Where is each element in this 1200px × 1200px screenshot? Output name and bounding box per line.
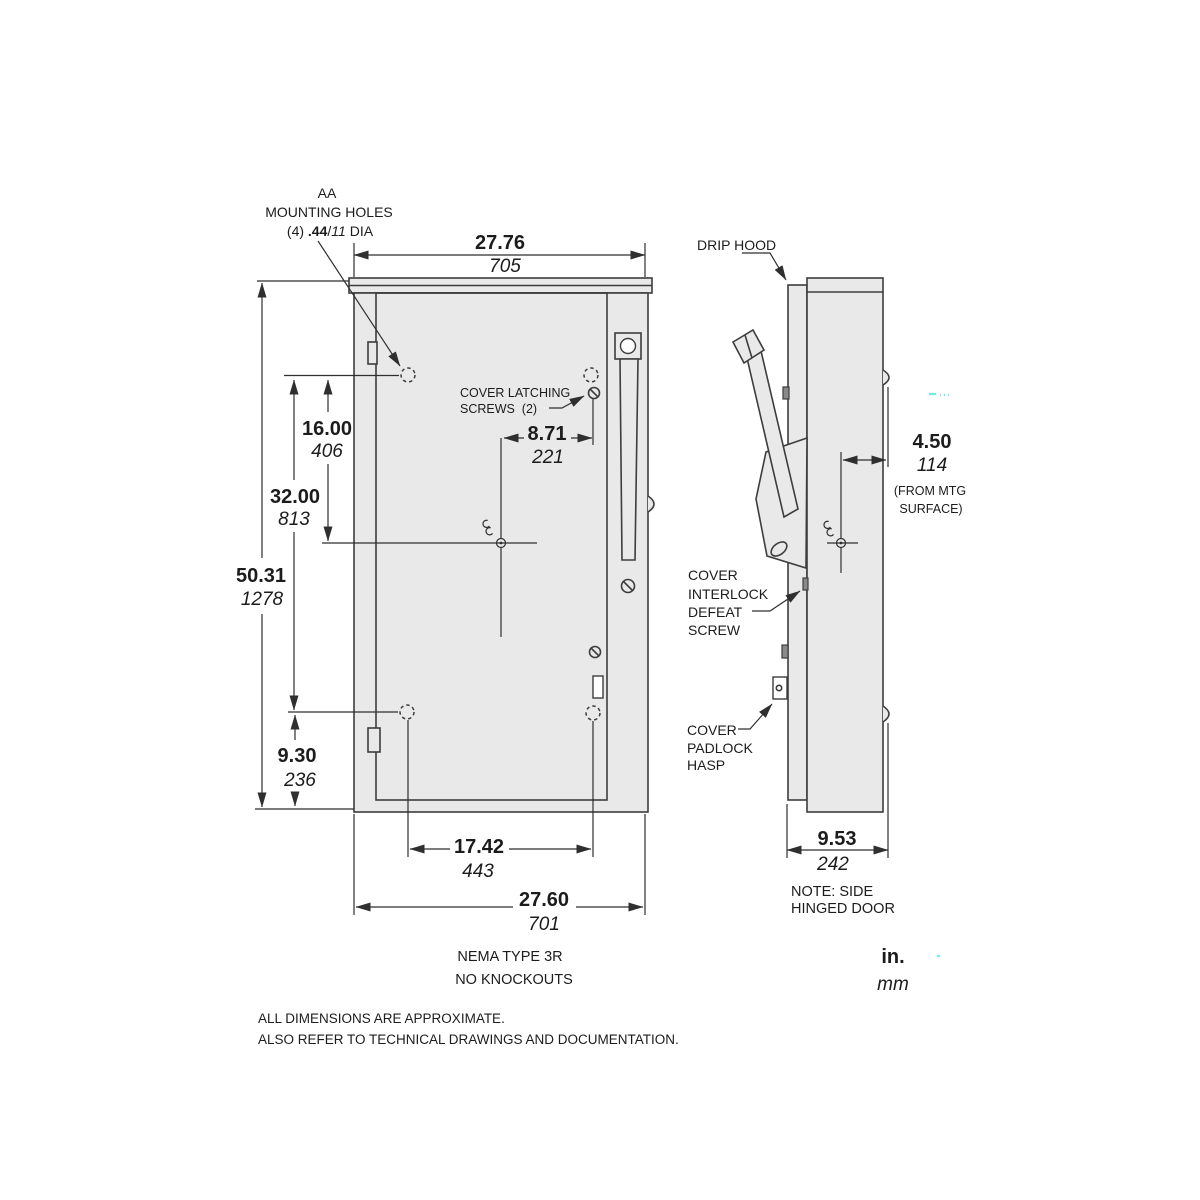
side-hinge-bump-top xyxy=(883,370,889,385)
interlock-label-line4: SCREW xyxy=(688,622,741,638)
padlock-leader xyxy=(738,704,772,729)
type-note-line2: NO KNOCKOUTS xyxy=(455,972,573,988)
dim-width-bottom-in: 27.60 xyxy=(518,889,570,911)
drip-hood-callout xyxy=(697,237,786,280)
footnote-line1: ALL DIMENSIONS ARE APPROXIMATE. xyxy=(258,1011,505,1026)
padlock-label-line1: COVER xyxy=(687,722,737,738)
door-note-line2: HINGED DOOR xyxy=(791,901,895,917)
mounting-holes-label-line3: (4) .44/11 DIA xyxy=(286,223,374,239)
dim-hole-to-bottom-mm: 236 xyxy=(284,770,316,791)
dim-handle-offset-in: 4.50 xyxy=(912,431,952,453)
front-edge-bump xyxy=(648,496,654,512)
dim-handle-offset-note1: (FROM MTG xyxy=(893,484,967,498)
dim-width-top xyxy=(354,232,645,277)
footnotes xyxy=(258,1011,679,1047)
dim-overall-depth-in: 9.53 xyxy=(817,828,857,850)
side-latch-tab-bottom xyxy=(782,645,788,658)
dim-hole-span-horizontal xyxy=(410,836,591,882)
interlock-callout xyxy=(688,567,800,638)
type-note-line1: NEMA TYPE 3R xyxy=(457,949,563,965)
dim-overall-height-in: 50.31 xyxy=(235,565,287,587)
interlock-label-line3: DEFEAT xyxy=(688,604,743,620)
dim-hole-span-vertical-in: 32.00 xyxy=(269,486,321,508)
units-legend xyxy=(877,946,909,995)
dim-center-to-latch-in: 8.71 xyxy=(527,423,567,445)
mounting-holes-label-line1: AA xyxy=(317,185,337,201)
dim-handle-offset-mm: 114 xyxy=(916,455,948,476)
padlock-callout xyxy=(687,704,772,773)
side-view xyxy=(687,237,966,917)
dim-width-bottom-mm: 701 xyxy=(528,914,560,935)
dim-hole-span-horizontal-in: 17.42 xyxy=(453,836,505,858)
dim-width-top-in: 27.76 xyxy=(474,232,526,254)
handle-bar xyxy=(620,359,638,560)
drip-hood-leader xyxy=(742,253,786,280)
side-hinge-bump-bottom xyxy=(883,706,889,722)
dim-overall-depth xyxy=(787,828,888,875)
front-type-note xyxy=(455,949,573,988)
dim-center-to-latch-mm: 221 xyxy=(532,447,564,468)
units-inches: in. xyxy=(881,946,905,968)
front-hinge-tab-top xyxy=(368,342,377,364)
footnote-line2: ALSO REFER TO TECHNICAL DRAWINGS AND DOCUMENTATION. xyxy=(258,1032,679,1047)
dim-overall-height-mm: 1278 xyxy=(240,589,284,610)
interlock-defeat-screw xyxy=(803,578,808,590)
dim-overall-depth-mm: 242 xyxy=(817,854,849,875)
dim-width-top-mm: 705 xyxy=(489,256,521,277)
scan-artifacts xyxy=(929,394,949,956)
door-note-line1: NOTE: SIDE xyxy=(791,884,874,900)
interlock-label-line1: COVER xyxy=(688,567,738,583)
drip-hood-label: DRIP HOOD xyxy=(697,237,777,253)
dim-hole-to-center-in: 16.00 xyxy=(301,418,353,440)
padlock-label-line3: HASP xyxy=(687,757,726,773)
dim-hole-to-bottom-in: 9.30 xyxy=(277,745,317,767)
dim-width-bottom xyxy=(356,889,643,935)
front-hinge-tab-bottom xyxy=(368,728,380,752)
padlock-label-line2: PADLOCK xyxy=(687,740,753,756)
handle-pivot-hole xyxy=(621,339,636,354)
dim-hole-span-vertical-mm: 813 xyxy=(278,509,310,530)
dim-overall-height xyxy=(236,283,286,807)
front-view xyxy=(236,185,654,988)
flange-slot xyxy=(593,676,603,698)
side-door-note xyxy=(791,884,895,917)
padlock-hasp xyxy=(773,677,787,699)
dim-hole-to-center-mm: 406 xyxy=(311,441,343,462)
cover-latching-label-line1: COVER LATCHING xyxy=(460,386,571,400)
cyan-artifact-dashes xyxy=(929,394,949,395)
dim-hole-to-bottom xyxy=(278,715,317,806)
dim-handle-offset-note2: SURFACE) xyxy=(899,502,963,516)
dim-hole-span-horizontal-mm: 443 xyxy=(462,861,494,882)
interlock-label-line2: INTERLOCK xyxy=(688,586,769,602)
mounting-holes-label-line2: MOUNTING HOLES xyxy=(265,204,393,220)
side-latch-tab-top xyxy=(783,387,789,399)
units-millimeters: mm xyxy=(877,974,909,995)
cover-latching-label-line2: SCREWS (2) xyxy=(460,402,538,416)
